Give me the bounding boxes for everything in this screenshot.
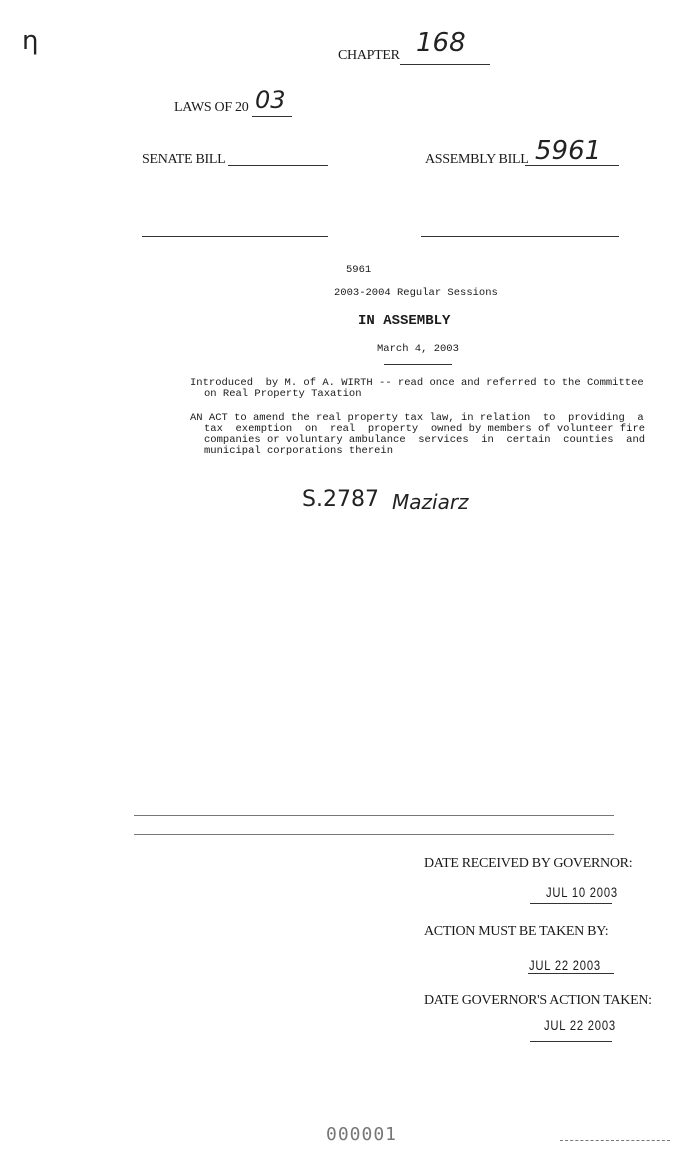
house: IN ASSEMBLY (358, 313, 451, 329)
chapter-number: 168 (416, 28, 466, 58)
action-taken-label: DATE GOVERNOR'S ACTION TAKEN: (424, 993, 652, 1008)
page-number: 000001 (326, 1124, 398, 1145)
corner-mark: ƞ (22, 26, 39, 56)
action-by-underline (528, 973, 614, 974)
assembly-bill-label: ASSEMBLY BILL (425, 152, 529, 167)
header-rule (384, 364, 452, 365)
chapter-label: CHAPTER (338, 48, 400, 63)
handwritten-bill: S.2787 (302, 487, 379, 512)
scan-artifact-line (560, 1140, 670, 1141)
assembly-bill-number: 5961 (535, 136, 602, 166)
received-underline (530, 903, 612, 904)
bill-number: 5961 (346, 264, 372, 276)
action-taken-underline (530, 1041, 612, 1042)
senate-bill-underline (228, 165, 328, 166)
rule-lower (134, 834, 614, 835)
introduced-line-2: on Real Property Taxation (204, 388, 362, 400)
action-by-date-stamp: JUL 22 2003 (529, 957, 601, 973)
senate-bill-label: SENATE BILL (142, 152, 226, 167)
received-label: DATE RECEIVED BY GOVERNOR: (424, 856, 633, 871)
laws-year: 03 (255, 86, 286, 114)
laws-label: LAWS OF 20 (174, 100, 249, 115)
received-date-stamp: JUL 10 2003 (546, 884, 618, 900)
introduced-date: March 4, 2003 (377, 343, 459, 355)
blank-line-left (142, 236, 328, 237)
act-line-1: AN ACT to amend the real property tax law, in relation to providing a (190, 412, 644, 424)
action-taken-date-stamp: JUL 22 2003 (544, 1017, 616, 1033)
laws-underline (252, 116, 292, 117)
rule-upper (134, 815, 614, 816)
introduced-line-1: Introduced by M. of A. WIRTH -- read once and referred to the Committee (190, 377, 644, 389)
action-by-label: ACTION MUST BE TAKEN BY: (424, 924, 609, 939)
session: 2003-2004 Regular Sessions (334, 287, 498, 299)
blank-line-right (421, 236, 619, 237)
chapter-underline (400, 64, 490, 65)
act-line-3: companies or voluntary ambulance services in certain counties and (204, 434, 646, 446)
act-line-4: municipal corporations therein (204, 445, 394, 457)
handwritten-sponsor: Maziarz (392, 490, 469, 514)
act-line-2: tax exemption on real property owned by members of volunteer fire (204, 423, 646, 435)
